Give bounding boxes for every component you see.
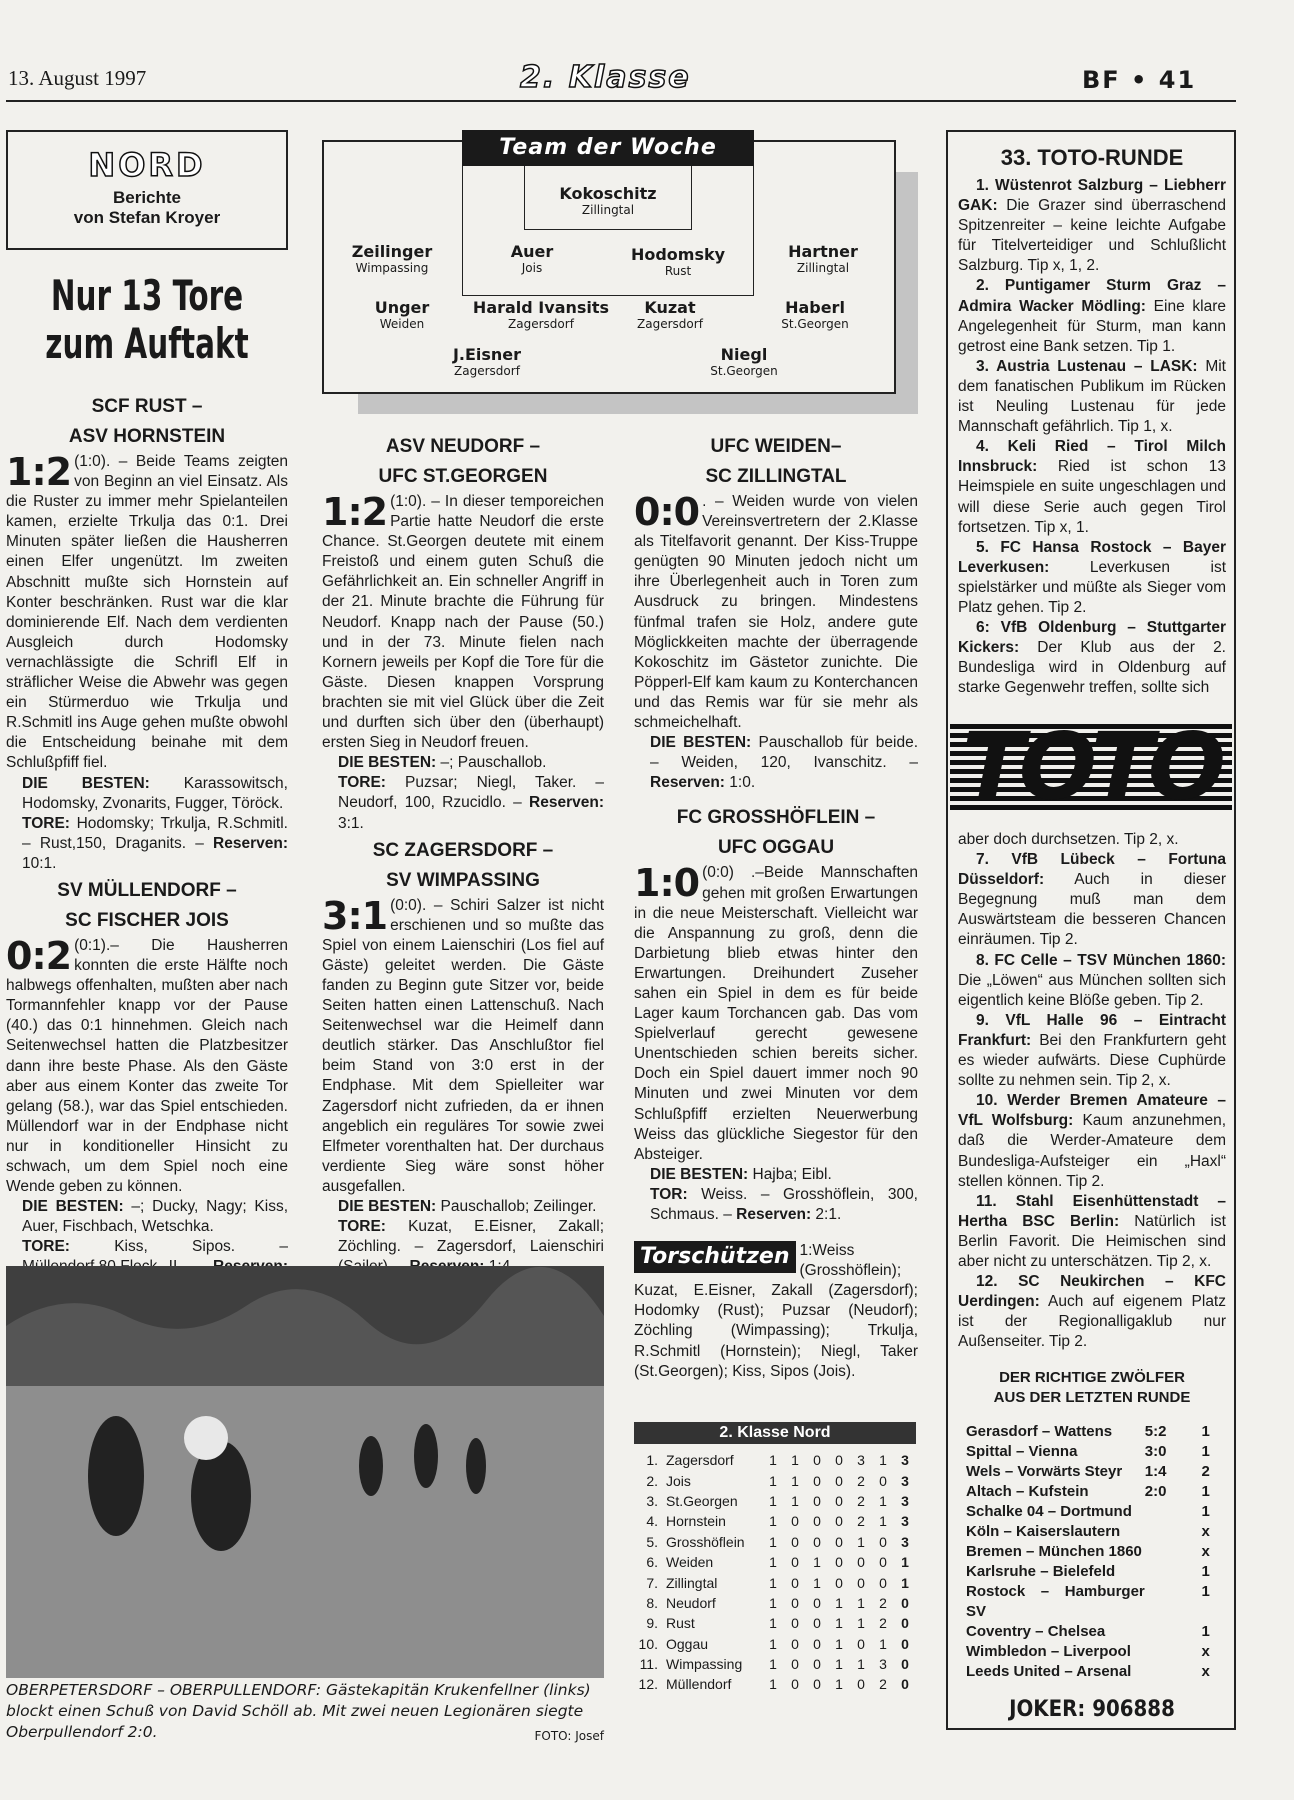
standings-cell: 0	[791, 1656, 799, 1673]
standings-cell: 0	[879, 1533, 887, 1550]
standings-cell: 1.	[646, 1452, 658, 1469]
standings-title: 2. Klasse Nord	[634, 1422, 916, 1444]
standings-cell: 3	[901, 1513, 909, 1530]
standings-cell: 2	[879, 1615, 887, 1632]
standings-cell: 0	[835, 1492, 843, 1509]
player-haberl: Haberl St.Georgen	[781, 298, 849, 331]
best-players: DIE BESTEN: –; Pauschallob.	[338, 754, 547, 772]
team-of-week-title: Team der Woche	[462, 130, 754, 166]
result-row: Rostock – Hamburger SV 1	[966, 1583, 1210, 1621]
standings-cell: 0	[791, 1615, 799, 1632]
standings-cell: 0	[879, 1472, 887, 1489]
standings-cell: 1	[791, 1472, 799, 1489]
standings-cell: 0	[791, 1554, 799, 1571]
toto-item: 3. Austria Lustenau – LASK: Mit dem fanatischen Publikum im Rücken ist Neuling Lustenau für jede Mannschaft gefährlich. Tip 1, x.	[958, 357, 1226, 436]
standings-cell: 4.	[646, 1513, 658, 1530]
team-name: Rust	[666, 1615, 695, 1632]
standings-cell: 1	[879, 1452, 887, 1469]
toto-item: 5. FC Hansa Rostock – Bayer Leverkusen: Leverkusen ist spielstärker und müßte als Sieger vom Platz gehen. Tip 2.	[958, 538, 1227, 616]
match-rust-hornstein-report: 1:2 (1:0). – Beide Teams zeigten von Beginn an viel Einsatz. Als die Ruster zu immer mehr Spielanteilen kamen, erzielte Trkulja das 0:1. Drei Minuten später ließen die Hausherren einen Elfer ungenützt. Im zweiten Abschnitt mußte sich Hornstein auf Konter beschränken. Rust war die klar dominierende Elf. Nach dem verdienten Ausgleich durch Hodomsky vernachlässigte die Schrifl Elf in sträflicher Weise die Abwehr was gegen ein Stürmerduo wie Trkulja und R.Schmitl ins Auge gehen mußte obwohl die Entscheidung beinahe mit dem Schlußpfiff fiel.	[6, 450, 288, 772]
page-date: 13. August 1997	[8, 66, 147, 90]
standings-cell: 0	[791, 1513, 799, 1530]
standings-cell: 0	[879, 1554, 887, 1571]
standings-cell: 0	[813, 1594, 821, 1611]
standings-cell: 0	[813, 1615, 821, 1632]
match-rust-hornstein-title: SCF RUST – ASV HORNSTEIN	[68, 396, 226, 447]
standings-row	[634, 1511, 916, 1531]
toto-item: 7. VfB Lübeck – Fortuna Düsseldorf: Auch in dieser Begegnung muß man dem Auswärtsteam die besseren Chancen einräumen. Tip 2.	[958, 851, 1227, 949]
match-weiden-zillingtal-report: 0:0 . – Weiden wurde von vielen Vereinsvertretern der 2.Klasse als Titelfavorit genannt. Der Kiss-Truppe genügten 90 Minuten jedoch nicht um ihre Überlegenheit auch in Toren zum Ausdruck zu bringen. Mindestens fünfmal trafen sie Holz, andere gute Möglickkeiten machte der überragende Kokoschitz im Gästetor zunichte. Die Pöpperl-Elf kam kaum zu Konterchancen und das Remis war für sie mehr als schmeichelhaft.	[634, 490, 918, 732]
goals: TORE: Hodomsky; Trkulja, R.Schmitl. – Rust,150, Draganits. – Reserven: 10:1.	[22, 814, 288, 872]
joker-number: JOKER: 906888	[1009, 1697, 1175, 1723]
standings-cell: 1	[791, 1492, 799, 1509]
goals: TORE: Kuzat, E.Eisner, Zakall; Zöchling. – Zagersdorf, Laienschiri	[338, 1218, 604, 1256]
standings-cell: 1	[769, 1635, 777, 1652]
headline-line-2: zum Auftakt	[45, 319, 249, 368]
score: 1:2	[322, 490, 388, 534]
toto-column-bottom	[958, 830, 1226, 1721]
standings-cell: 0	[791, 1635, 799, 1652]
match-weiden-zillingtal-title: UFC WEIDEN– SC ZILLINGTAL	[705, 436, 847, 487]
toto-continuation: aber doch durchsetzen. Tip 2, x.	[958, 831, 1179, 848]
toto-logo: TOTO	[950, 724, 1232, 810]
result-row: Karlsruhe – Bielefeld 1	[966, 1563, 1210, 1581]
result-row: Wimbledon – Liverpool x	[966, 1643, 1210, 1661]
standings-cell: 0	[813, 1452, 821, 1469]
standings-table	[634, 1422, 916, 1695]
standings-cell: 1	[769, 1656, 777, 1673]
standings-cell: 0	[857, 1574, 865, 1591]
team-name: Wimpassing	[666, 1656, 743, 1673]
standings-cell: 0	[813, 1676, 821, 1693]
toto-item: 4. Keli Ried – Tirol Milch Innsbruck: Ried ist schon 13 Heimspiele en suite ungeschlagen und will diese Serie auch gegen Tirol fortsetzen. Tip x, 1.	[958, 438, 1227, 536]
standings-row	[634, 1491, 916, 1511]
standings-cell: 0	[791, 1574, 799, 1591]
standings-cell: 1	[769, 1533, 777, 1550]
standings-cell: 11.	[639, 1656, 658, 1673]
player-unger: Unger Weiden	[374, 298, 430, 331]
best-players: DIE BESTEN: Pauschallob für beide. – Weiden, 120, Ivanschitz. – Reserven: 1:0.	[650, 734, 918, 792]
standings-cell: 1	[769, 1472, 777, 1489]
standings-cell: 2	[879, 1676, 887, 1693]
score: 3:1	[322, 893, 388, 938]
team-name: Oggau	[666, 1635, 709, 1652]
player-hartner: Hartner Zillingtal	[788, 242, 858, 275]
toto-results	[958, 1422, 1226, 1682]
match-zagersdorf-wimpassing-report: 3:1 (0:0). – Schiri Salzer ist nicht erschienen und so mußte das Spiel von einem Laienschiri (Los fiel auf Gäste) geleitet werden. Die Gäste fanden zu Beginn gute Sitzer vor, beide Seiten hatten einen Lattenschuß. Nach Seitenwechsel war die Heimelf dann deutlich stärker. Das Anschlußtor fiel beim Stand von 3:0 erst in der Endphase. Mit dem Spielleiter war Zagersdorf nicht zufrieden, da er ihnen angeblich ein reguläres Tor sowie zwei Elfmeter vorenthalten hat. Der durchaus verdiente Sieg wäre sonst höher ausgefallen.	[322, 893, 604, 1195]
standings-cell: 1	[901, 1554, 909, 1571]
nord-title: NORD	[88, 146, 206, 184]
standings-cell: 1	[879, 1492, 887, 1509]
match-muellendorf-jois-title: SV MÜLLENDORF – SC FISCHER JOIS	[57, 879, 237, 931]
standings-cell: 1	[835, 1615, 843, 1632]
team-name: St.Georgen	[666, 1492, 738, 1509]
standings-cell: 2	[879, 1594, 887, 1611]
standings-row	[634, 1593, 916, 1613]
match-grosshoeflein-oggau-title: FC GROSSHÖFLEIN – UFC OGGAU	[676, 807, 876, 859]
team-name: Zagersdorf	[666, 1452, 734, 1469]
standings-row	[634, 1552, 916, 1572]
standings-cell: 9.	[646, 1615, 658, 1632]
standings-cell: 0	[835, 1513, 843, 1530]
standings-cell: 2	[857, 1513, 865, 1530]
toto-item: 11. Stahl Eisenhüttenstadt – Hertha BSC Berlin: Natürlich ist Berlin Favorit. Die Heimischen sind aber nicht zu unterschätzen. Tip 2, x.	[958, 1192, 1226, 1270]
standings-cell: 1	[791, 1452, 799, 1469]
standings-cell: 3	[901, 1533, 909, 1550]
goals: TOR: Weiss. – Grosshöflein, 300, Schmaus. – Reserven: 2:1.	[650, 1185, 918, 1223]
headline	[37, 272, 257, 368]
standings-cell: 0	[835, 1452, 843, 1469]
standings-cell: 1	[769, 1452, 777, 1469]
standings-cell: 2	[857, 1492, 865, 1509]
toto-item: 12. SC Neukirchen – KFC Uerdingen: Auch auf eigenem Platz ist der Regionalligaklub nur Außenseiter. Tip 2.	[958, 1273, 1226, 1351]
result-row: Altach – Kufstein 2:0 1	[966, 1483, 1210, 1501]
standings-cell: 1	[879, 1635, 887, 1652]
standings-cell: 7.	[646, 1574, 658, 1591]
standings-cell: 3	[857, 1452, 865, 1469]
standings-cell: 0	[791, 1676, 799, 1693]
standings-cell: 0	[901, 1635, 909, 1652]
player-ivansits: Harald Ivansits Zagersdorf	[472, 298, 610, 331]
standings-cell: 0	[813, 1533, 821, 1550]
toto-item: 8. FC Celle – TSV München 1860: Die „Löwen“ aus München sollten sich eigentlich keine Blöße geben. Tip 2.	[958, 951, 1226, 1009]
standings-cell: 0	[879, 1574, 887, 1591]
standings-cell: 1	[879, 1513, 887, 1530]
score: 1:2	[6, 450, 72, 494]
standings-cell: 2	[857, 1472, 865, 1489]
standings-cell: 3	[901, 1472, 909, 1489]
standings-cell: 6.	[646, 1554, 658, 1571]
team-name: Jois	[666, 1472, 691, 1489]
standings-cell: 0	[901, 1615, 909, 1632]
standings-row	[634, 1532, 916, 1552]
standings-row	[634, 1654, 916, 1674]
header-rule	[6, 100, 1236, 102]
headline-line-1: Nur 13 Tore	[50, 271, 244, 320]
standings-cell: 0	[835, 1472, 843, 1489]
score: 1:0	[634, 861, 700, 906]
standings-row	[634, 1613, 916, 1633]
team-name: Müllendorf	[666, 1676, 732, 1693]
result-row: Spittal – Vienna 3:0 1	[966, 1443, 1210, 1461]
standings-cell: 0	[835, 1554, 843, 1571]
match-neudorf-stgeorgen-title: ASV NEUDORF – UFC ST.GEORGEN	[378, 436, 548, 487]
toto-items-bottom	[958, 850, 1226, 1352]
nord-byline-2: von Stefan Kroyer	[73, 208, 221, 227]
standings-cell: 0	[813, 1513, 821, 1530]
goals: TORE: Puzsar; Niegl, Taker. – Neudorf, 100, Rzucidlo. – Reserven: 3:1.	[338, 774, 604, 832]
best-players: DIE BESTEN: –; Ducky, Nagy; Kiss, Auer, Fischbach, Wetschka.	[22, 1198, 288, 1236]
standings-cell: 1	[857, 1615, 865, 1632]
score: 0:2	[6, 933, 72, 978]
match-grosshoeflein-oggau-report: 1:0 (0:0) .–Beide Mannschaften gehen mit großen Erwartungen in die neue Meisterschaft. Vielleicht war die Anspannung zu groß, denn die Darbietung blieb etwas hinter den Erwartungen. Dreihundert Zuseher sahen ein Spiel in dem es für beide Lager kaum Torchancen gab. Das vom Spielverlauf gerecht gewesene Unentschieden schien bereits sicher. Doch ein Spiel dauert immer noch 90 Minuten und zwei Minuten vor dem Schlußpfiff erzielten Neuerwerbung Weiss das glückliche Siegestor für den Absteiger.	[634, 861, 918, 1163]
standings-cell: 0	[813, 1656, 821, 1673]
standings-cell: 1	[769, 1513, 777, 1530]
standings-cell: 1	[813, 1574, 821, 1591]
player-zeilinger: Zeilinger Wimpassing	[351, 242, 433, 275]
standings-cell: 0	[791, 1594, 799, 1611]
player-auer: Auer Jois	[510, 242, 554, 275]
match-zagersdorf-wimpassing-title: SC ZAGERSDORF – SV WIMPASSING	[372, 839, 554, 891]
player-eisner: J.Eisner Zagersdorf	[452, 345, 522, 378]
standings-cell: 3.	[646, 1492, 658, 1509]
standings-cell: 1	[835, 1594, 843, 1611]
standings-cell: 1	[769, 1492, 777, 1509]
standings-cell: 0	[813, 1492, 821, 1509]
standings-cell: 1	[769, 1574, 777, 1591]
toto-column	[958, 140, 1226, 698]
standings-cell: 3	[879, 1656, 887, 1673]
standings-cell: 1	[769, 1615, 777, 1632]
standings-cell: 0	[901, 1656, 909, 1673]
standings-cell: 0	[857, 1554, 865, 1571]
column-1	[6, 392, 288, 1298]
standings-cell: 1	[813, 1554, 821, 1571]
score: 0:0	[634, 490, 700, 534]
standings-row	[634, 1572, 916, 1592]
standings-cell: 1	[857, 1656, 865, 1673]
standings-row	[634, 1470, 916, 1490]
standings-cell: 5.	[646, 1533, 658, 1550]
standings-cell: 0	[813, 1472, 821, 1489]
standings-cell: 0	[901, 1594, 909, 1611]
toto-item: 2. Puntigamer Sturm Graz – Admira Wacker Mödling: Eine klare Angelegenheit für Sturm, man kann getrost eine Bank setzen. Tip 1.	[958, 277, 1227, 355]
best-players: DIE BESTEN: Pauschallob; Zeilinger.	[338, 1198, 597, 1215]
result-row: Schalke 04 – Dortmund 1	[966, 1503, 1210, 1521]
page-number: BF • 41	[1082, 66, 1197, 94]
toto-item: 9. VfL Halle 96 – Eintracht Frankfurt: Bei den Frankfurtern geht es wieder aufwärts. Diese Cuphürde sollte zu nehmen sein. Tip 2, x.	[958, 1011, 1227, 1090]
result-row: Köln – Kaiserslautern x	[966, 1523, 1210, 1541]
standings-cell: 0	[791, 1533, 799, 1550]
standings-cell: 1	[769, 1594, 777, 1611]
standings-cell: 0	[835, 1533, 843, 1550]
section-title: 2. Klasse	[520, 60, 691, 95]
match-neudorf-stgeorgen-report: 1:2 (1:0). – In dieser temporeichen Partie hatte Neudorf die erste Chance. St.Georgen deutete mit einem Freistoß und einem guten Schuß die Gefährlichkeit an. Ein schneller Angriff in der 21. Minute brachte die Führung für Neudorf. Knapp nach der Pause (50.) und in der 73. Minute fielen nach Kornern jeweils per Kopf die Tore für die Gäste. Diesen knappen Vorsprung brachten sie mit viel Glück über die Zeit und durften sich über den (überhaupt) ersten Sieg in Neudorf freuen.	[322, 490, 604, 752]
standings-cell: 1	[835, 1676, 843, 1693]
column-2	[322, 432, 604, 1277]
toto-items-top	[958, 176, 1226, 698]
match-photo	[6, 1266, 604, 1678]
player-niegl: Niegl St.Georgen	[710, 345, 778, 378]
standings-cell: 3	[901, 1452, 909, 1469]
nord-box	[6, 130, 288, 250]
toto-item: 6: VfB Oldenburg – Stuttgarter Kickers: Der Klub aus der 2. Bundesliga wird in Oldenburg auf starke Gegenwehr treffen, sollte sich	[958, 619, 1226, 697]
standings-row	[634, 1634, 916, 1654]
scorers: Torschützen 1:Weiss (Grosshöflein); Kuzat, E.Eisner, Zakall (Zagersdorf); Hodomky (Rust); Puzsar (Neudorf); Zöchling (Wimpassing); Trkulja, R.Schmitl (Hornstein); Niegl, Taker (St.Georgen); Kiss, Sipos (Jois).	[634, 1242, 918, 1380]
standings-cell: 1	[857, 1594, 865, 1611]
standings-body	[634, 1450, 916, 1695]
standings-cell: 1	[769, 1676, 777, 1693]
team-name: Neudorf	[666, 1594, 716, 1611]
standings-cell: 10.	[638, 1635, 658, 1652]
result-row: Wels – Vorwärts Steyr 1:4 2	[966, 1463, 1210, 1481]
result-row: Gerasdorf – Wattens 5:2 1	[966, 1423, 1210, 1441]
standings-cell: 3	[901, 1492, 909, 1509]
standings-cell: 0	[901, 1676, 909, 1693]
photo-credit: FOTO: Josef	[534, 1729, 604, 1743]
standings-cell: 1	[835, 1635, 843, 1652]
zwoelfer-title: DER RICHTIGE ZWÖLFER AUS DER LETZTEN RUNDE	[993, 1369, 1191, 1407]
photo-scene	[6, 1266, 604, 1678]
toto-title: 33. TOTO-RUNDE	[1000, 145, 1184, 170]
toto-item: 1. Wüstenrot Salzburg – Liebherr GAK: Die Grazer sind überraschend Spitzenreiter – keine leichte Aufgabe für Titelverteidiger und Schlußlicht Salzburg. Tip x, 1, 2.	[958, 177, 1226, 275]
player-kokoschitz: Kokoschitz Zillingtal	[559, 184, 657, 217]
standings-cell: 1	[857, 1533, 865, 1550]
standings-cell: 0	[835, 1574, 843, 1591]
standings-cell: 1	[835, 1656, 843, 1673]
standings-cell: 0	[813, 1635, 821, 1652]
team-name: Hornstein	[666, 1513, 726, 1530]
standings-cell: 12.	[638, 1676, 658, 1693]
match-muellendorf-jois-report: 0:2 (0:1).– Die Hausherren konnten die erste Hälfte noch halbwegs offenhalten, mußten aber nach Tormannfehler knapp vor der Pause (40.) das 0:1 hinnehmen. Gleich nach Seitenwechsel hatten die Platzbesitzer dann ihre beste Phase. Als den Gäste aber aus einem Konter das zweite Tor gelang (58.), war das Spiel entschieden. Müllendorf war in der Endphase nicht nur in konditioneller Hinsicht zu schwach, um dem Spiel noch eine Wende geben zu können.	[6, 933, 288, 1196]
team-name: Weiden	[666, 1554, 714, 1571]
photo-caption: OBERPETERSDORF – OBERPULLENDORF: Gästekapitän Krukenfellner (links) blockt einen Schuß von David Schöll ab. Mit zwei neuen Legionären siegte Oberpullendorf 2:0. FOTO: Josef	[6, 1680, 604, 1747]
scorers-label: Torschützen	[634, 1241, 796, 1273]
standings-cell: 0	[857, 1635, 865, 1652]
standings-row	[634, 1674, 916, 1694]
standings-cell: 1	[769, 1554, 777, 1571]
team-name: Zillingtal	[666, 1574, 718, 1591]
result-row: Bremen – München 1860 x	[966, 1543, 1210, 1561]
player-hodomsky: Hodomsky Rust	[630, 245, 726, 278]
standings-cell: 1	[901, 1574, 909, 1591]
standings-row	[634, 1450, 916, 1470]
result-row: Coventry – Chelsea 1	[966, 1623, 1210, 1641]
standings-cell: 8.	[646, 1594, 658, 1611]
goals: TORE: Kiss, Sipos. –	[22, 1238, 288, 1256]
player-kuzat: Kuzat Zagersdorf	[637, 298, 703, 331]
result-row: Leeds United – Arsenal x	[966, 1663, 1210, 1681]
toto-item: 10. Werder Bremen Amateure – VfL Wolfsburg: Kaum anzunehmen, daß die Werder-Amateure dem Bundesliga-Aufsteiger ein „Haxl“ stellen können. Tip 2.	[958, 1092, 1226, 1190]
standings-cell: 2.	[646, 1472, 658, 1489]
best-players: DIE BESTEN: Karassowitsch, Hodomsky, Zvonarits, Fugger, Töröck.	[22, 774, 288, 812]
nord-byline-1: Berichte	[112, 188, 182, 207]
column-3	[634, 432, 918, 1382]
team-name: Grosshöflein	[666, 1533, 745, 1550]
best-players: DIE BESTEN: Hajba; Eibl.	[650, 1165, 832, 1183]
standings-cell: 0	[857, 1676, 865, 1693]
